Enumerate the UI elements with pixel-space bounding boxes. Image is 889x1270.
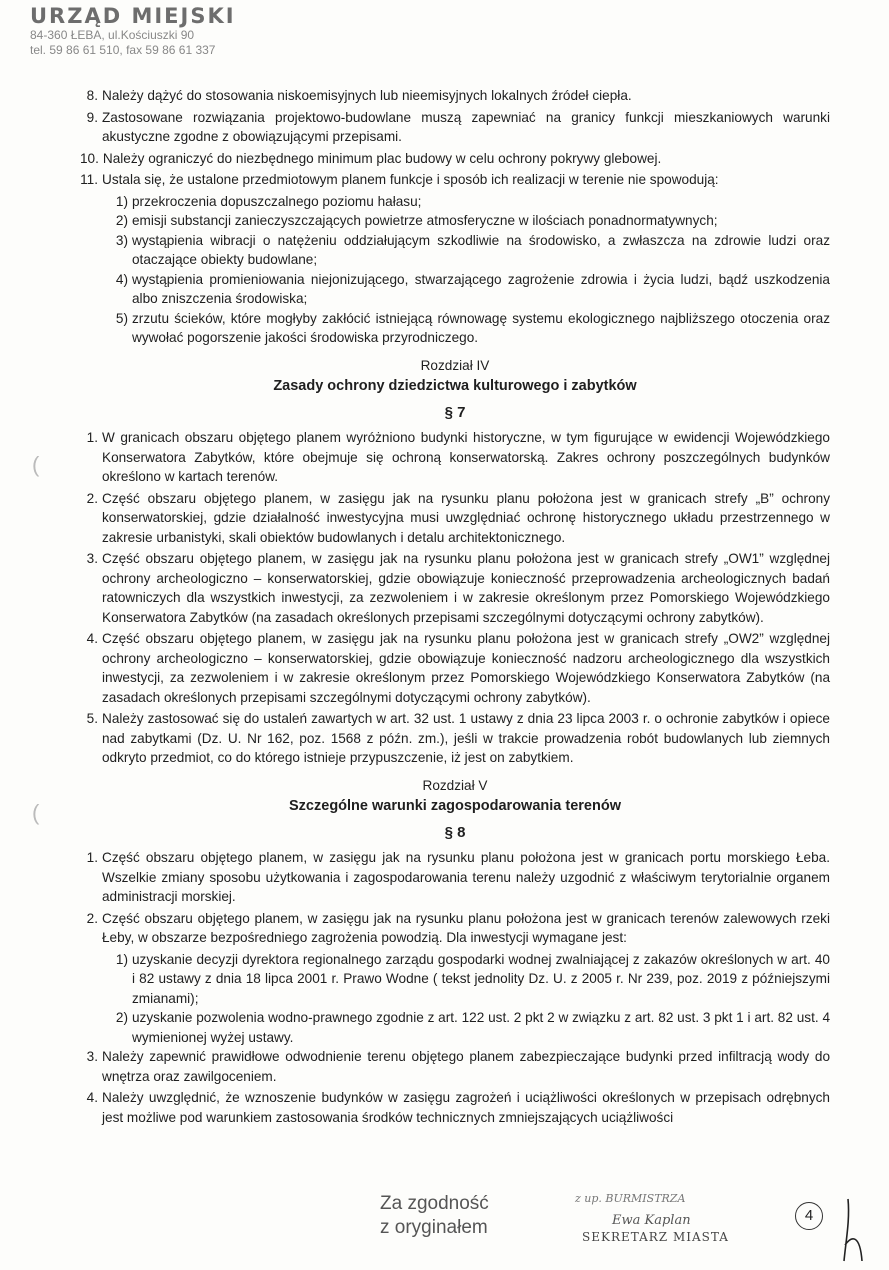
stamp-phone: tel. 59 86 61 510, fax 59 86 61 337 bbox=[30, 43, 216, 57]
list-item: 4. Należy uwzględnić, że wznoszenie budynków w zasięgu zagrożeń i uciążliwości określonych w przepisach odrębnych jest możliwe pod warunkiem zastosowania środków technicznych zmniejszających uciążliwości bbox=[86, 1090, 830, 1125]
document-body bbox=[80, 86, 830, 1129]
signature-name: Ewa Kaplan bbox=[612, 1213, 691, 1228]
chapter-label: Rozdział V bbox=[422, 777, 488, 793]
list-item: 3. Część obszaru objętego planem, w zasięgu jak na rysunku planu położona jest w granicach strefy „OW1” względnej ochrony archeologiczno – konserwatorskiej, gdzie obowiązuje konieczność przeprowadzenia archeologicznych badań ratowniczych dla wszystkich inwestycji, za zezwoleniem i w zakresie określonym przez Pomorskiego Wojewódzkiego Konserwatora Zabytków (na zasadach określonych przepisami szczególnymi dotyczącymi ochrony zabytków). bbox=[86, 551, 830, 625]
list-item: 1. Część obszaru objętego planem, w zasięgu jak na rysunku planu położona jest w granicach portu morskiego Łeba. Wszelkie zmiany sposobu użytkowania i zagospodarowania terenu należy uzgodnić z właściwym terytorialnie organem administracji morskiej. bbox=[86, 850, 830, 904]
sub-list-item: 3) wystąpienia wibracji o natężeniu oddziałującym szkodliwie na środowisko, a zwłaszcza na zdrowie ludzi oraz otaczające obiekty budowlane; bbox=[115, 232, 830, 267]
list-item: 11. Ustala się, że ustalone przedmiotowym planem funkcje i sposób ich realizacji w terenie nie spowodują: bbox=[80, 172, 719, 187]
margin-punch-mark: ( bbox=[32, 452, 40, 477]
chapter-title: Zasady ochrony dziedzictwa kulturowego i zabytków bbox=[273, 378, 637, 394]
sub-list-item: 2) emisji substancji zanieczyszczających powietrze atmosferyczne w ilościach ponadnormatywnych; bbox=[115, 213, 718, 228]
page-number: 4 bbox=[795, 1202, 823, 1230]
list-item: 8. Należy dążyć do stosowania niskoemisyjnych lub nieemisyjnych lokalnych źródeł ciepła. bbox=[86, 88, 632, 103]
sub-list-item: 4) wystąpienia promieniowania niejonizującego, stwarzającego zagrożenie zdrowia i życia ludzi, bądź uszkodzenia albo zniszczenia środowiska; bbox=[115, 271, 830, 306]
chapter-label: Rozdział IV bbox=[420, 357, 490, 373]
stamp-org-name: URZĄD MIEJSKI bbox=[30, 4, 236, 28]
paragraph-heading: § 7 bbox=[444, 403, 466, 421]
signature-role: SEKRETARZ MIASTA bbox=[582, 1230, 729, 1244]
list-item: 4. Część obszaru objętego planem, w zasięgu jak na rysunku planu położona jest w granicach strefy „OW2” względnej ochrony archeologiczno – konserwatorskiej, gdzie obowiązuje konieczność nadzoru archeologicznego dla wszystkich inwestycji, za zezwoleniem i w zakresie określonym przez Pomorskiego Wojewódzkiego Konserwatora Zabytków (na zasadach określonych przepisami szczególnymi dotyczącymi ochrony zabytków). bbox=[86, 631, 830, 705]
handwritten-initial-icon bbox=[840, 1195, 870, 1265]
sub-list-item: 1) uzyskanie decyzji dyrektora regionalnego zarządu gospodarki wodnej zwalniającej z zakazów określonych w art. 40 i 82 ustawy z dnia 18 lipca 2001 r. Prawo Wodne ( tekst jednolity Dz. U. z 2005 r. Nr 239, poz. 2019 z późniejszymi zmianami); bbox=[115, 951, 830, 1006]
list-item: 2. Część obszaru objętego planem, w zasięgu jak na rysunku planu położona jest w granicach strefy „B” ochrony konserwatorskiej, gdzie działalność inwestycyjna musi uwzględniać ochronę historycznego układu przestrzennego w zakresie urbanistyki, skali obiektów budowlanych i detalu architektonicznego. bbox=[86, 490, 830, 545]
list-item: 9. Zastosowane rozwiązania projektowo-budowlane muszą zapewniać na granicy funkcji mieszkaniowych warunki akustyczne zgodne z obowiązującymi przepisami. bbox=[86, 109, 830, 144]
list-item: 1. W granicach obszaru objętego planem wyróżniono budynki historyczne, w tym figurujące w ewidencji Wojewódzkiego Konserwatora Zabytków, które obejmuje się ochroną konserwatorską. Zakres ochrony poszczególnych budynków określono w kartach terenów. bbox=[86, 430, 830, 484]
sub-list-item: 1) przekroczenia dopuszczalnego poziomu hałasu; bbox=[115, 193, 422, 209]
list-item: 2. Część obszaru objętego planem, w zasięgu jak na rysunku planu położona jest w granicach terenów zalewowych rzeki Łeby, w obszarze bezpośredniego zagrożenia powodzią. Dla inwestycji wymagane jest: bbox=[86, 910, 830, 945]
sub-list-item: 5) zrzutu ścieków, które mogłyby zakłócić istniejącą równowagę systemu ekologicznego najbliższego otoczenia oraz wywołać pogorszenie jakości środowiska przyrodniczego. bbox=[115, 310, 830, 345]
list-item: 10. Należy ograniczyć do niezbędnego minimum plac budowy w celu ochrony pokrywy glebowej. bbox=[80, 150, 662, 166]
signature-prefix: z up. BURMISTRZA bbox=[575, 1192, 686, 1205]
chapter-title: Szczególne warunki zagospodarowania terenów bbox=[289, 798, 621, 814]
list-item: 3. Należy zapewnić prawidłowe odwodnienie terenu objętego planem zabezpieczające budynki przed infiltracją wody do wnętrza oraz zawilgoceniem. bbox=[86, 1049, 830, 1084]
stamp-address: 84-360 ŁEBA, ul.Kościuszki 90 bbox=[30, 28, 195, 42]
paragraph-heading: § 8 bbox=[444, 823, 466, 841]
office-stamp bbox=[30, 4, 236, 58]
margin-punch-mark: ( bbox=[32, 800, 40, 825]
certified-copy-stamp: Za zgodność z oryginałem bbox=[380, 1193, 489, 1238]
sub-list-item: 2) uzyskanie pozwolenia wodno-prawnego zgodnie z art. 122 ust. 2 pkt 2 w związku z art. 82 ust. 3 pkt 1 i art. 82 ust. 4 wymienionej wyżej ustawy. bbox=[115, 1010, 830, 1045]
list-item: 5. Należy zastosować się do ustaleń zawartych w art. 32 ust. 1 ustawy z dnia 23 lipca 2003 r. o ochronie zabytków i opiece nad zabytkami (Dz. U. Nr 162, poz. 1568 z późn. zm.), jeśli w trakcie prowadzenia robót budowlanych lub ziemnych odkryto przedmiot, co do którego istnieje przypuszczenie, iż jest on zabytkiem. bbox=[86, 711, 830, 765]
